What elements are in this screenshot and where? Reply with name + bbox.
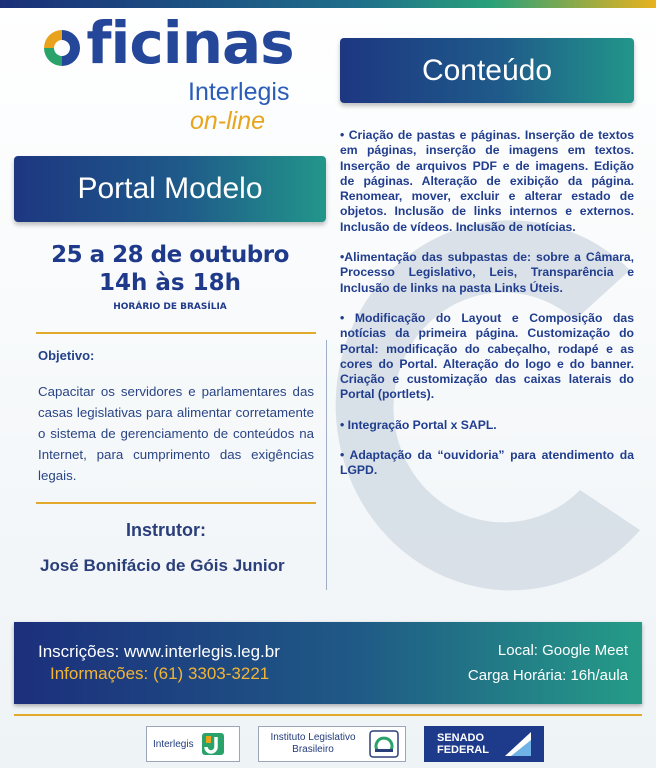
instructor-title: Instrutor: <box>126 520 206 540</box>
content-item: • Criação de pastas e páginas. Inserção de textos em páginas, inserção de imagens em textos. Inserção de arquivos PDF e de imagens. Edição de páginas. Alteração de exibição da página. Renomear, mover, excluir e alterar estado de objetos. Inclusão de links internos e externos. Inclusão de vídeos. Inclusão de notícias. <box>340 128 634 234</box>
content-item: • Adaptação da “ouvidoria” para atendimento da LGPD. <box>340 448 634 478</box>
schedule-block <box>14 242 326 312</box>
content-item: • Modificação do Layout e Composição das notícias da primeira página. Customização do Portal: modificação do cabeçalho, rodapé e as cores do Portal. Alteração do logo e do banner. Criação e customização das caixas laterais do Portal (portlets). <box>340 310 634 402</box>
ilb-line2: Brasileiro <box>292 744 334 755</box>
portal-modelo-banner <box>14 156 326 222</box>
objective-text: Capacitar os servidores e parlamentares das casas legislativas para alimentar corretamente o sistema de gerenciamento de conteúdos na Internet, para cumprimento das exigências legais. <box>38 384 314 483</box>
divider <box>36 502 316 504</box>
ilb-logo <box>258 726 406 762</box>
senado-line1: SENADO <box>437 732 485 744</box>
senado-logo-text <box>437 732 489 756</box>
schedule-timezone: HORÁRIO DE BRASÍLIA <box>113 302 227 312</box>
ilb-logo-text <box>265 732 361 756</box>
schedule-dates: 25 a 28 de outubro <box>51 242 289 268</box>
local-text: Local: Google Meet <box>497 642 628 659</box>
ilb-line1: Instituto Legislativo <box>270 732 356 743</box>
content-item: •Alimentação das subpastas de: sobre a Câmara, Processo Legislativo, Leis, Transparência e Inclusão de links na pasta Links Úteis. <box>340 250 634 295</box>
schedule-hours: 14h às 18h <box>99 270 241 296</box>
content-list <box>340 128 634 494</box>
info-band <box>14 622 642 704</box>
senado-federal-logo <box>424 726 544 762</box>
senado-mark-icon <box>503 730 533 758</box>
content-item: • Integração Portal x SAPL. <box>340 417 497 432</box>
interlegis-logo-label: Interlegis <box>153 738 194 750</box>
portal-modelo-banner-label: Portal Modelo <box>77 172 263 205</box>
interlegis-logo <box>146 726 240 762</box>
inscricoes-text: Inscrições: www.interlegis.leg.br <box>38 642 280 661</box>
vertical-divider <box>326 340 327 590</box>
conteudo-banner <box>340 38 634 103</box>
logo-title: ficinas <box>86 9 294 77</box>
top-gradient-bar <box>0 0 656 8</box>
ilb-mark-icon <box>369 730 399 758</box>
divider <box>36 332 316 334</box>
divider <box>14 714 642 716</box>
interlegis-mark-icon <box>200 731 226 757</box>
objective-title: Objetivo: <box>38 348 95 363</box>
instructor-name: José Bonifácio de Góis Junior <box>40 556 285 575</box>
conteudo-banner-label: Conteúdo <box>421 53 553 87</box>
informacoes-text: Informações: (61) 3303-3221 <box>50 664 270 683</box>
carga-horaria-text: Carga Horária: 16h/aula <box>467 667 628 684</box>
logo-subtitle: Interlegis <box>188 78 290 106</box>
senado-line2: FEDERAL <box>437 744 489 756</box>
logo-tagline: on-line <box>190 107 266 135</box>
